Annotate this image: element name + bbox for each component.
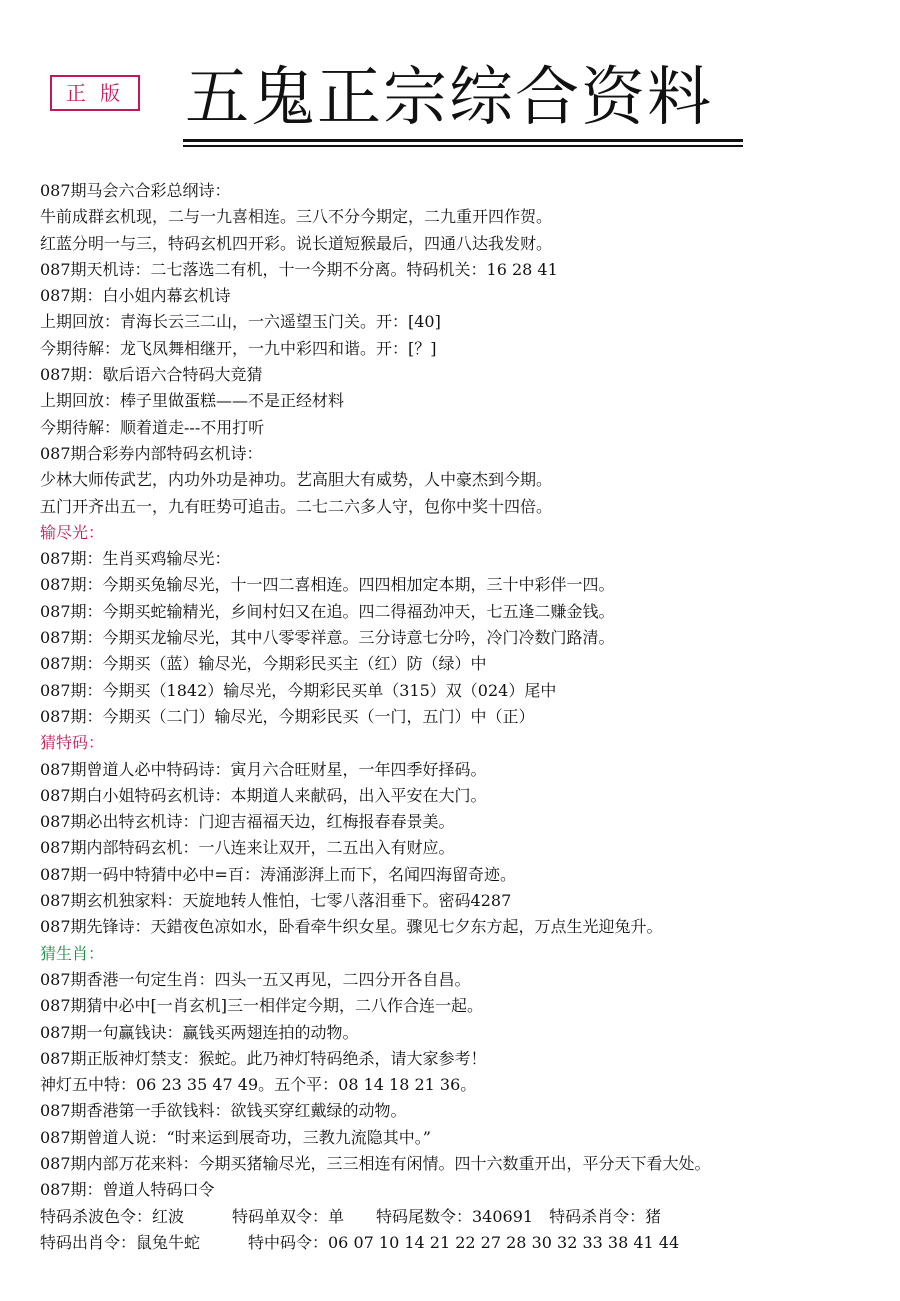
text-line: 087期：今期买兔输尽光，十一四二喜相连。四四相加定本期，三十中彩伴一四。 xyxy=(40,575,615,595)
text-line: 087期正版神灯禁支：猴蛇。此乃神灯特码绝杀，请大家参考！ xyxy=(40,1048,487,1068)
title-underline xyxy=(183,139,743,142)
text-line: 087期：白小姐内幕玄机诗 xyxy=(40,286,231,306)
text-line: 087期曾道人说：“时来运到展奇功，三教九流隐其中。” xyxy=(40,1127,431,1147)
edition-badge: 正 版 xyxy=(50,75,140,111)
text-line: 今期待解：顺着道走---不用打听 xyxy=(40,417,265,437)
text-line: 087期：今期买蛇输精光，乡间村妇又在追。四二得福劲冲天，七五逢二赚金钱。 xyxy=(40,601,615,621)
text-line: 087期内部特码玄机：一八连来让双开，二五出入有财应。 xyxy=(40,838,455,858)
text-line: 087期内部万花来料：今期买猪输尽光，三三相连有闲情。四十六数重开出，平分天下看大处。 xyxy=(40,1153,711,1173)
text-line: 少林大师传武艺，内功外功是神功。艺高胆大有威势，人中豪杰到今期。 xyxy=(40,470,553,490)
section-heading: 猜生肖： xyxy=(40,943,105,963)
text-line: 牛前成群玄机现，二与一九喜相连。三八不分今期定，二九重开四作贺。 xyxy=(40,207,553,227)
text-line: 087期先锋诗：天錯夜色凉如水，卧看牵牛织女星。骤见七夕东方起，万点生光迎兔升。 xyxy=(40,917,663,937)
text-line: 神灯五中特：06 23 35 47 49。五个平：08 14 18 21 36。 xyxy=(40,1075,477,1095)
text-line: 087期马会六合彩总纲诗： xyxy=(40,181,231,200)
text-line: 087期：今期买龙输尽光，其中八零零祥意。三分诗意七分吟，冷门冷数门路清。 xyxy=(40,628,615,648)
text-line: 今期待解：龙飞凤舞相继开，一九中彩四和谐。开：[？] xyxy=(40,338,437,358)
text-line: 087期：今期买（蓝）输尽光，今期彩民买主（红）防（绿）中 xyxy=(40,654,487,674)
text-line: 087期：今期买（1842）输尽光，今期彩民买单（315）双（024）尾中 xyxy=(40,680,557,700)
text-line: 上期回放：青海长云三二山，一六遥望玉门关。开：[40] xyxy=(40,312,441,332)
text-line: 087期：歇后语六合特码大竞猜 xyxy=(40,365,263,385)
text-line: 红蓝分明一与三，特码玄机四开彩。说长道短猴最后，四通八达我发财。 xyxy=(40,233,553,253)
text-line: 087期必出特玄机诗：门迎吉福福天边，红梅报春春景美。 xyxy=(40,812,455,832)
text-line: 087期：今期买（二门）输尽光，今期彩民买（一门，五门）中（正） xyxy=(40,706,535,726)
text-line: 087期玄机独家料：天旋地转人惟怕，七零八落泪垂下。密码4287 xyxy=(40,891,512,911)
text-line: 特码杀波色令：红波 特码单双令：单 特码尾数令：340691 特码杀肖令：猪 xyxy=(40,1206,662,1226)
text-line: 上期回放：棒子里做蛋糕——不是正经材料 xyxy=(40,391,345,411)
text-line: 087期：生肖买鸡输尽光： xyxy=(40,549,231,569)
section-heading: 输尽光： xyxy=(40,522,105,542)
text-line: 087期香港一句定生肖：四头一五又再见，二四分开各自昌。 xyxy=(40,969,471,989)
text-line: 087期曾道人必中特码诗：寅月六合旺财星，一年四季好择码。 xyxy=(40,759,487,779)
page-title: 五鬼正宗综合资料 xyxy=(185,61,713,135)
text-line: 五门开齐出五一，九有旺势可追击。二七二六多人守，包你中奖十四倍。 xyxy=(40,496,553,516)
title-underline-secondary xyxy=(183,145,743,147)
document-body xyxy=(40,178,890,1256)
text-line: 087期白小姐特码玄机诗：本期道人来献码，出入平安在大门。 xyxy=(40,785,487,805)
section-heading: 猜特码： xyxy=(40,733,105,753)
text-line: 087期猜中必中[一肖玄机]三一相伴定今期，二八作合连一起。 xyxy=(40,996,484,1016)
text-line: 087期一句赢钱诀：赢钱买两翅连拍的动物。 xyxy=(40,1022,359,1042)
text-line: 087期一码中特猜中必中=百：涛涌澎湃上而下，名闻四海留奇迹。 xyxy=(40,864,516,884)
text-line: 087期天机诗：二七落选二有机，十一今期不分离。特码机关：16 28 41 xyxy=(40,259,558,279)
text-line: 特码出肖令：鼠兔牛蛇 特中码令：06 07 10 14 21 22 27 28 30 32 33 38 41 44 xyxy=(40,1232,680,1252)
text-line: 087期：曾道人特码口令 xyxy=(40,1180,215,1200)
text-line: 087期合彩券内部特码玄机诗： xyxy=(40,443,263,463)
text-line: 087期香港第一手欲钱料：欲钱买穿红戴绿的动物。 xyxy=(40,1101,407,1121)
